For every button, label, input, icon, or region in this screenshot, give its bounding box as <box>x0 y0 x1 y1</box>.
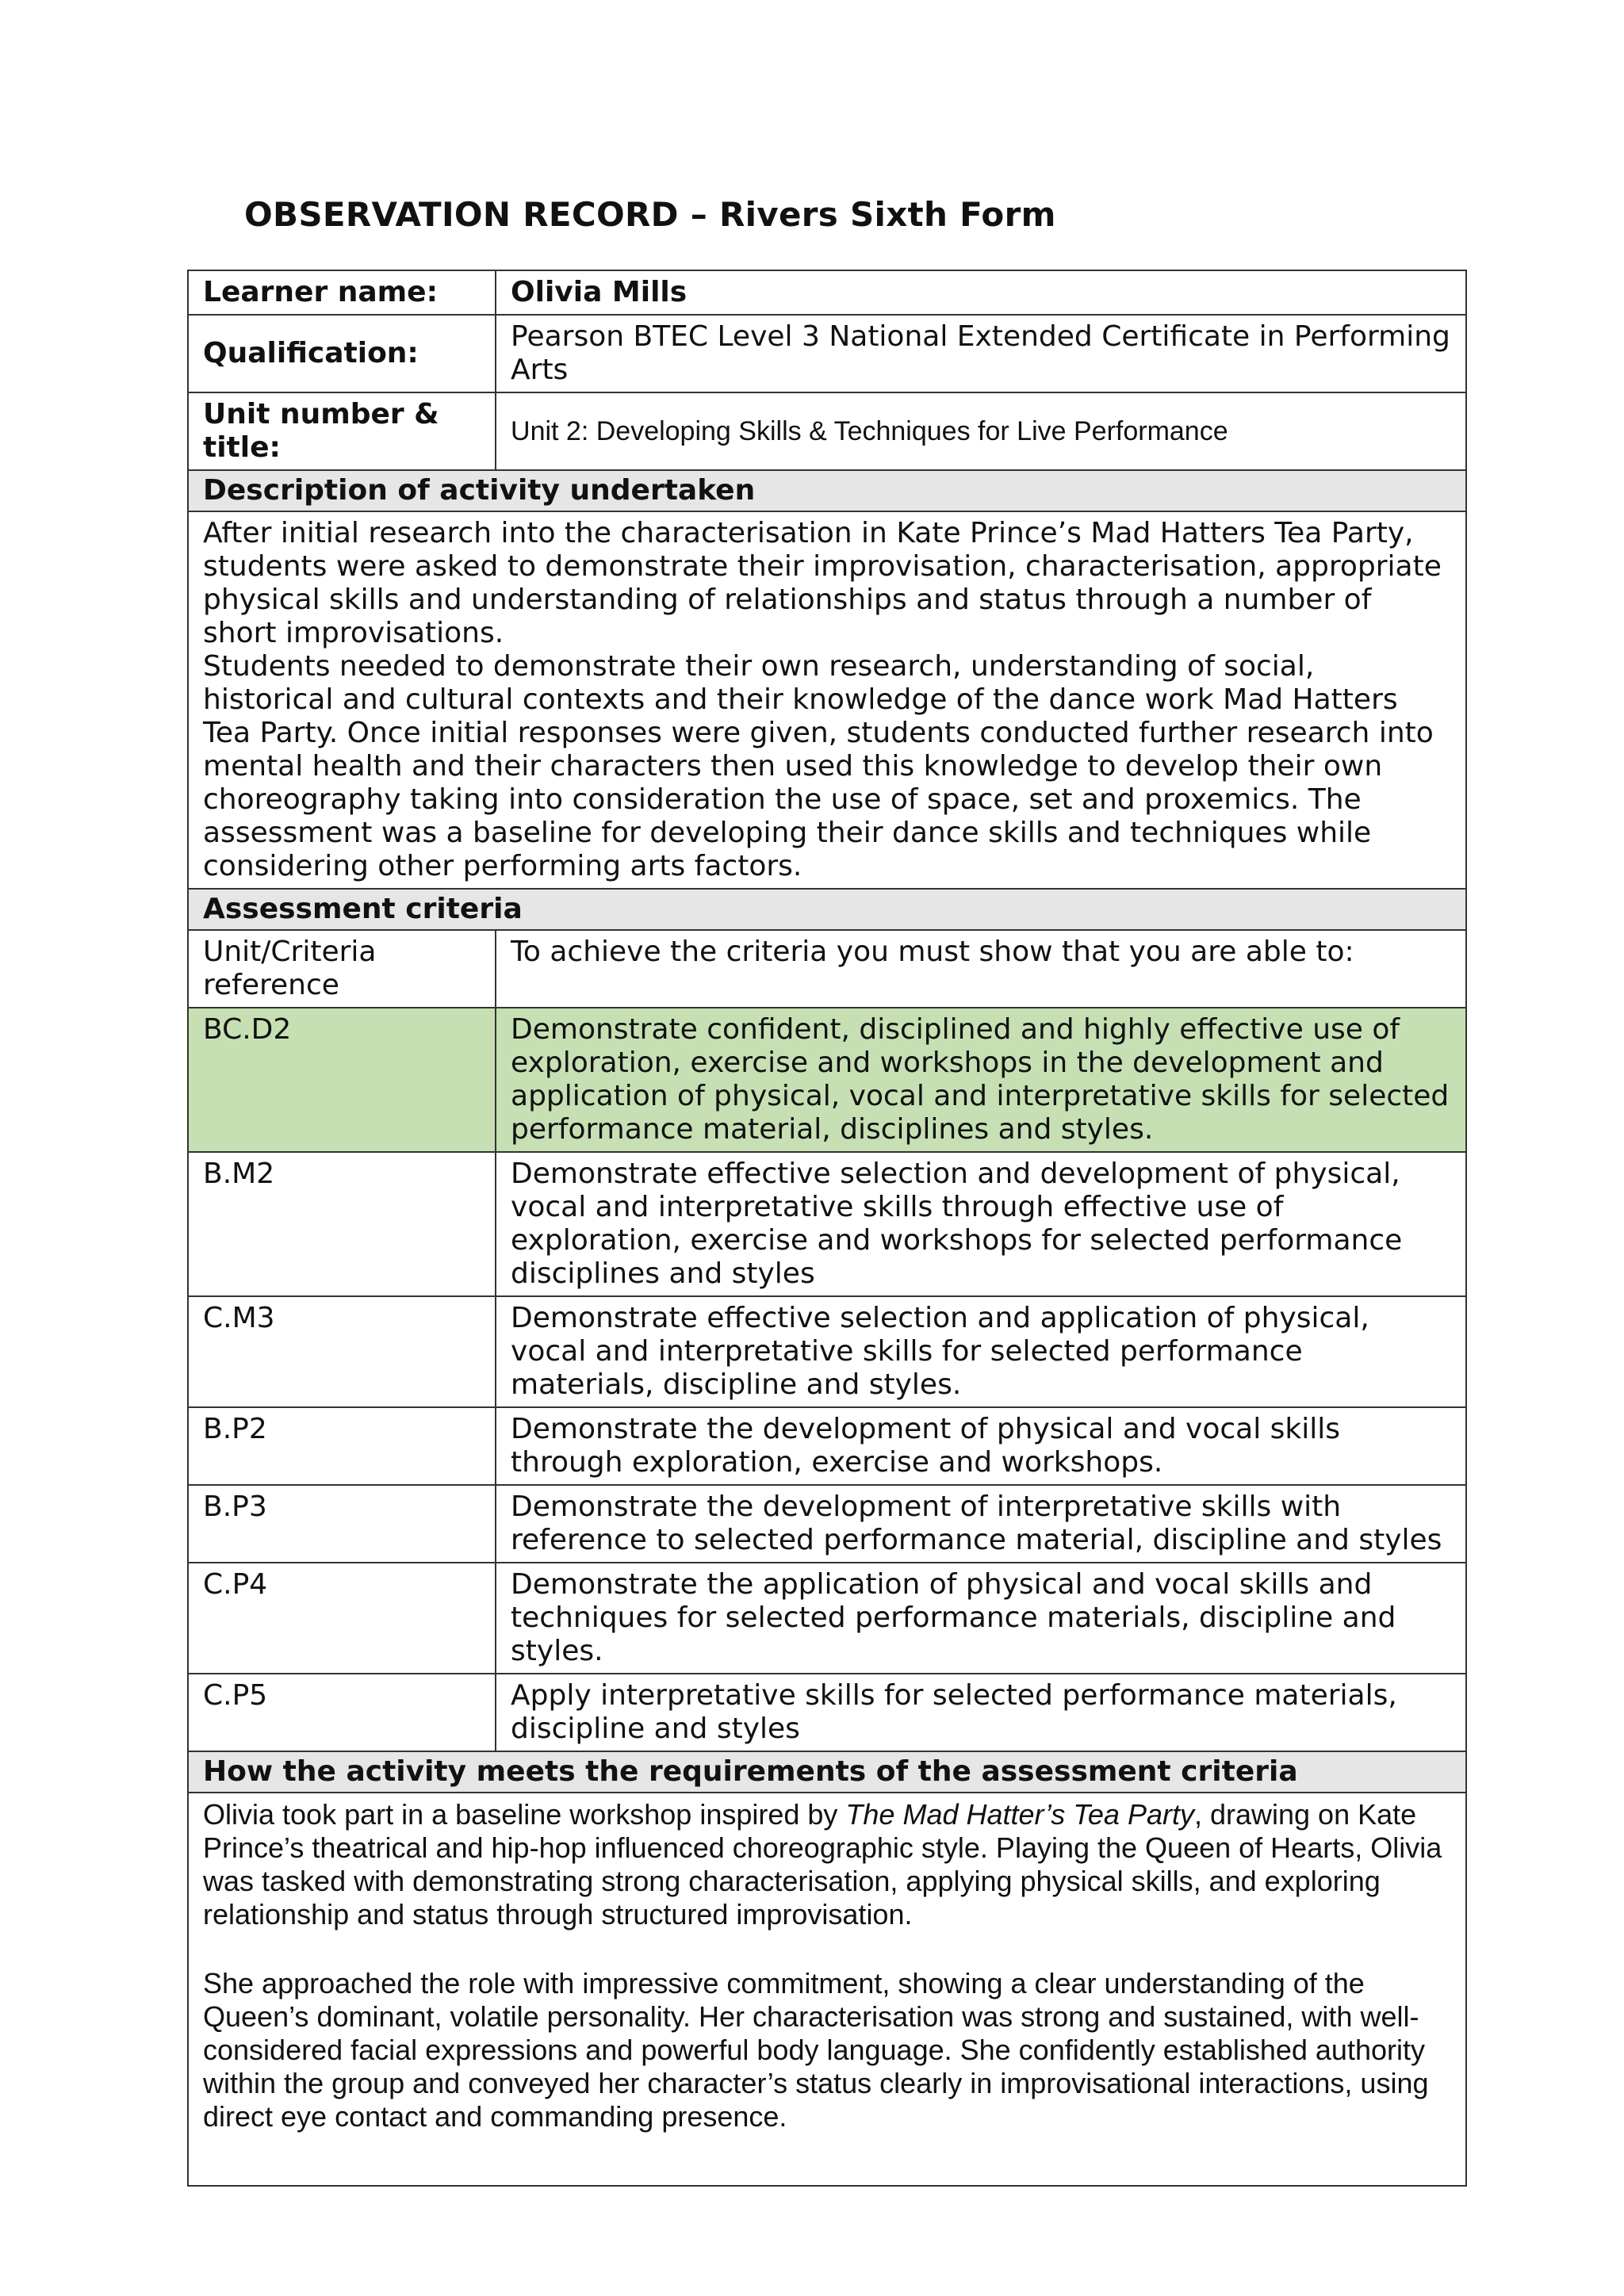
criteria-col-desc: To achieve the criteria you must show that you are able to: <box>496 930 1466 1008</box>
unit-label: Unit number & title: <box>188 392 496 470</box>
criteria-row <box>188 1296 1466 1407</box>
description-row <box>188 511 1466 889</box>
criteria-text: Demonstrate the development of interpretative skills with reference to selected performance material, discipline and styles <box>496 1485 1466 1563</box>
requirements-p1-after: , drawing on Kate Prince’s theatrical and hip-hop influenced choreographic style. Playing the Queen of Hearts, Olivia was tasked with demonstrating strong characterisation, applying physical skills, and exploring relationship and status through structured improvisation. <box>203 1798 1442 1931</box>
description-para-2: Students needed to demonstrate their own research, understanding of social, historical and cultural contexts and their knowledge of the dance work Mad Hatters Tea Party. Once initial responses were given, students conducted further research into mental health and their characters then used this knowledge to develop their own choreography taking into consideration the use of space, set and proxemics. The assessment was a baseline for developing their dance skills and techniques while considering other performing arts factors. <box>203 650 1434 882</box>
requirements-p1-title: The Mad Hatter’s Tea Party <box>845 1798 1194 1831</box>
criteria-text: Demonstrate the development of physical and vocal skills through exploration, exercise and workshops. <box>496 1407 1466 1485</box>
requirements-row <box>188 1793 1466 2186</box>
learner-row <box>188 270 1466 315</box>
criteria-text: Demonstrate the application of physical and vocal skills and techniques for selected performance materials, discipline and styles. <box>496 1563 1466 1674</box>
criteria-ref: C.M3 <box>188 1296 496 1407</box>
description-heading: Description of activity undertaken <box>188 470 1466 511</box>
criteria-col-ref: Unit/Criteria reference <box>188 930 496 1008</box>
requirements-para-1 <box>203 1798 1451 1931</box>
criteria-row <box>188 1407 1466 1485</box>
criteria-row <box>188 1563 1466 1674</box>
page-title: OBSERVATION RECORD – Rivers Sixth Form <box>244 195 1056 234</box>
description-body <box>188 511 1466 889</box>
description-para-1: After initial research into the characterisation in Kate Prince’s Mad Hatters Tea Party, students were asked to demonstrate their improvisation, characterisation, appropriate physical skills and understanding of relationships and status through a number of short improvisations. <box>203 517 1442 649</box>
requirements-heading: How the activity meets the requirements of the assessment criteria <box>188 1751 1466 1793</box>
criteria-heading-row <box>188 889 1466 930</box>
criteria-ref: B.P2 <box>188 1407 496 1485</box>
criteria-text: Demonstrate effective selection and development of physical, vocal and interpretative skills through effective use of exploration, exercise and workshops for selected performance disciplines and styles <box>496 1152 1466 1296</box>
criteria-row <box>188 1674 1466 1751</box>
criteria-row <box>188 1485 1466 1563</box>
criteria-row <box>188 1152 1466 1296</box>
criteria-ref: B.P3 <box>188 1485 496 1563</box>
requirements-heading-row <box>188 1751 1466 1793</box>
requirements-body <box>188 1793 1466 2186</box>
qualification-value: Pearson BTEC Level 3 National Extended Certificate in Performing Arts <box>496 315 1466 392</box>
learner-label: Learner name: <box>188 270 496 315</box>
unit-row <box>188 392 1466 470</box>
observation-table <box>187 270 1467 2187</box>
criteria-text: Demonstrate effective selection and application of physical, vocal and interpretative skills for selected performance materials, discipline and styles. <box>496 1296 1466 1407</box>
qualification-row <box>188 315 1466 392</box>
criteria-ref: B.M2 <box>188 1152 496 1296</box>
criteria-header-row <box>188 930 1466 1008</box>
description-heading-row <box>188 470 1466 511</box>
qualification-label: Qualification: <box>188 315 496 392</box>
criteria-heading: Assessment criteria <box>188 889 1466 930</box>
requirements-para-2: She approached the role with impressive commitment, showing a clear understanding of the Queen’s dominant, volatile personality. Her characterisation was strong and sustained, with well-considered facial expressions and powerful body language. She confidently established authority within the group and conveyed her character’s status clearly in improvisational interactions, using direct eye contact and commanding presence. <box>203 1967 1429 2133</box>
criteria-ref: C.P4 <box>188 1563 496 1674</box>
criteria-row <box>188 1008 1466 1152</box>
criteria-ref: C.P5 <box>188 1674 496 1751</box>
learner-value: Olivia Mills <box>496 270 1466 315</box>
criteria-text: Apply interpretative skills for selected performance materials, discipline and styles <box>496 1674 1466 1751</box>
unit-value: Unit 2: Developing Skills & Techniques for Live Performance <box>496 392 1466 470</box>
criteria-ref: BC.D2 <box>188 1008 496 1152</box>
requirements-p1-before: Olivia took part in a baseline workshop inspired by <box>203 1798 846 1831</box>
criteria-text: Demonstrate confident, disciplined and highly effective use of exploration, exercise and workshops in the development and application of physical, vocal and interpretative skills for selected performance material, disciplines and styles. <box>496 1008 1466 1152</box>
